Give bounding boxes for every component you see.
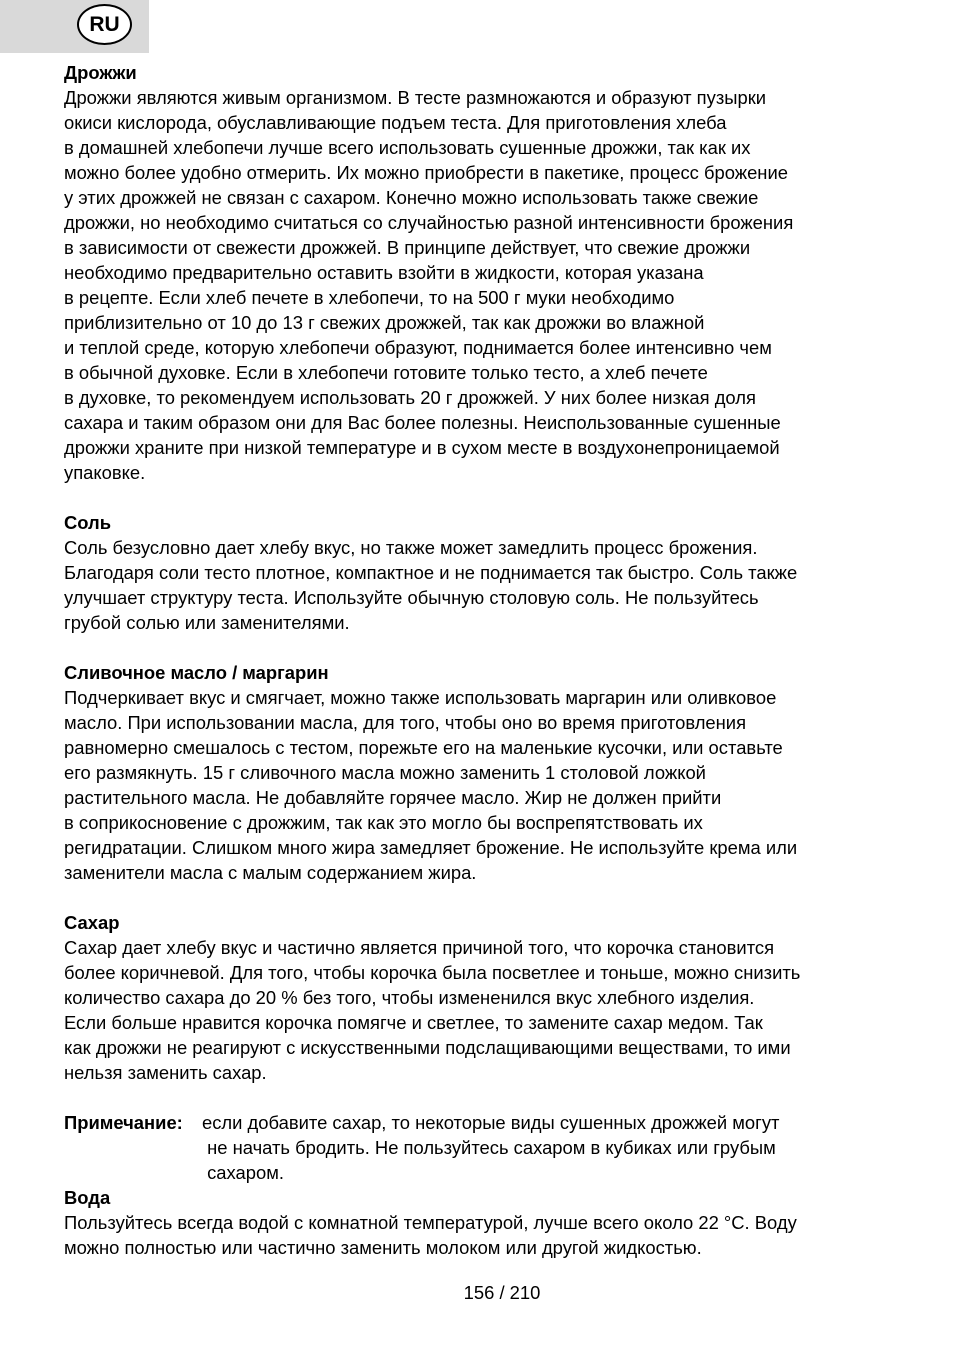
text-line: сахара и таким образом они для Вас более полезны. Неиспользованные сушенные [64,412,781,433]
section-text [64,1210,894,1260]
text-line: у этих дрожжей не связан с сахаром. Конечно можно использовать также свежие [64,187,759,208]
text-line: улучшает структуру теста. Используйте обычную столовую соль. Не пользуйтесь [64,587,759,608]
section-heading: Вода [64,1187,111,1208]
note-text [202,1110,894,1185]
text-line: сахаром. [202,1162,284,1183]
section-heading: Сахар [64,912,120,933]
text-line: его размякнуть. 15 г сливочного масла можно заменить 1 столовой ложкой [64,762,706,783]
text-line: масло. При использовании масла, для того, чтобы оно во время приготовления [64,712,747,733]
text-line: более коричневой. Для того, чтобы корочка была посветлее и тоньше, можно снизить [64,962,801,983]
text-line: если добавите сахар, то некоторые виды сушенных дрожжей могут [202,1112,780,1133]
text-line: Сахар дает хлебу вкус и частично является причиной того, что корочка становится [64,937,775,958]
text-line: в обычной духовке. Если в хлебопечи готовите только тесто, а хлеб печете [64,362,708,383]
section-text [64,535,894,635]
page-separator: / [494,1282,510,1303]
text-line: в духовке, то рекомендуем использовать 20 г дрожжей. У них более низкая доля [64,387,756,408]
section-sugar [64,910,894,1085]
text-line: в домашней хлебопечи лучше всего использовать сушенные дрожжи, так как их [64,137,751,158]
language-badge: RU [77,4,132,45]
note-block [64,1110,894,1185]
section-butter [64,660,894,885]
text-line: растительного масла. Не добавляйте горячее масло. Жир не должен прийти [64,787,722,808]
text-line: как дрожжи не реагируют с искусственными подслащивающими веществами, то ими [64,1037,791,1058]
section-salt [64,510,894,635]
document-body [64,60,894,1285]
section-water [64,1185,894,1260]
text-line: заменители масла с малым содержанием жира. [64,862,477,883]
section-heading: Сливочное масло / маргарин [64,662,329,683]
text-line: упаковке. [64,462,146,483]
text-line: нельзя заменить сахар. [64,1062,267,1083]
text-line: количество сахара до 20 % без того, чтобы измененился вкус хлебного изделия. [64,987,755,1008]
text-line: можно полностью или частично заменить молоком или другой жидкостью. [64,1237,702,1258]
text-line: в рецепте. Если хлеб печете в хлебопечи, то на 500 г муки необходимо [64,287,675,308]
text-line: можно более удобно отмерить. Их можно приобрести в пакетике, процесс брожение [64,162,788,183]
text-line: и теплой среде, которую хлебопечи образуют, поднимается более интенсивно чем [64,337,772,358]
section-text [64,685,894,885]
page-number [25,1282,954,1304]
text-line: Благодаря соли тесто плотное, компактное и не поднимается так быстро. Соль также [64,562,798,583]
section-yeast [64,60,894,485]
text-line: Подчеркивает вкус и смягчает, можно также использовать маргарин или оливковое [64,687,777,708]
text-line: дрожжи храните при низкой температуре и в сухом месте в воздухонепроницаемой [64,437,780,458]
text-line: регидратации. Слишком много жира замедляет брожение. Не используйте крема или [64,837,798,858]
text-line: в соприкосновение с дрожжим, так как это могло бы воспрепятствовать их [64,812,703,833]
section-heading: Соль [64,512,112,533]
text-line: не начать бродить. Не пользуйтесь сахаром в кубиках или грубым [202,1137,776,1158]
text-line: Если больше нравится корочка помягче и светлее, то замените сахар медом. Так [64,1012,763,1033]
text-line: приблизительно от 10 до 13 г свежих дрожжей, так как дрожжи во влажной [64,312,705,333]
section-text [64,935,894,1085]
note-label: Примечание: [64,1112,183,1133]
page-total: 210 [509,1282,541,1303]
text-line: Пользуйтесь всегда водой с комнатной температурой, лучше всего около 22 °C. Воду [64,1212,797,1233]
section-heading: Дрожжи [64,62,137,83]
text-line: Дрожжи являются живым организмом. В тесте размножаются и образуют пузырки [64,87,767,108]
text-line: в зависимости от свежести дрожжей. В принципе действует, что свежие дрожжи [64,237,751,258]
page-current: 156 [463,1282,495,1303]
language-tab [0,0,149,53]
text-line: грубой солью или заменителями. [64,612,350,633]
text-line: равномерно смешалось с тестом, порежьте его на маленькие кусочки, или оставьте [64,737,783,758]
text-line: Соль безусловно дает хлебу вкус, но также может замедлить процесс брожения. [64,537,758,558]
section-text [64,85,894,485]
text-line: дрожжи, но необходимо считаться со случайностью разной интенсивности брожения [64,212,794,233]
text-line: необходимо предварительно оставить взойти в жидкости, которая указана [64,262,704,283]
text-line: окиси кислорода, обуславливающие подъем теста. Для приготовления хлеба [64,112,727,133]
